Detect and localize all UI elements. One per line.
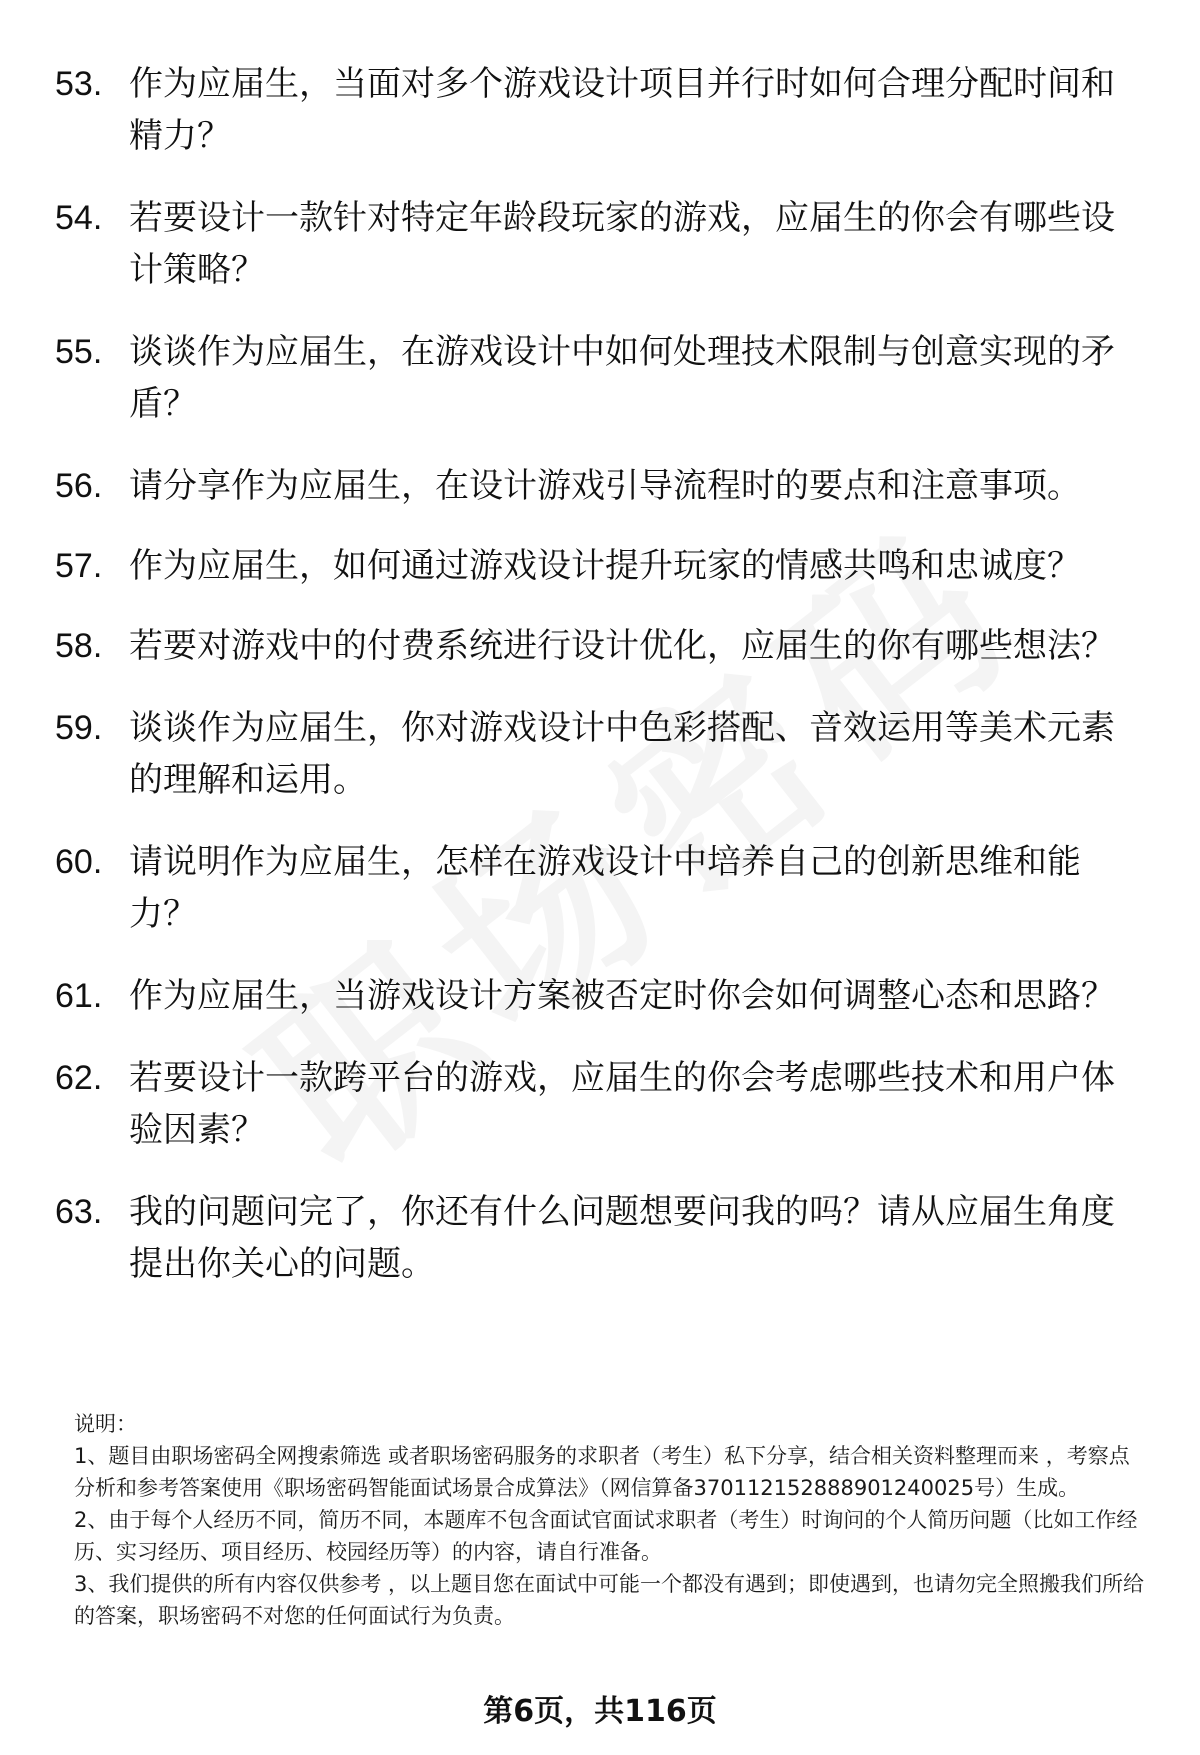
question-number: 56. — [55, 467, 103, 505]
question-text: 若要设计一款跨平台的游戏，应届生的你会考虑哪些技术和用户体验因素？ — [129, 1058, 1115, 1150]
question-text: 请说明作为应届生，怎样在游戏设计中培养自己的创新思维和能力？ — [129, 842, 1081, 934]
list-item — [55, 702, 1145, 806]
question-number: 54. — [55, 199, 103, 237]
list-item — [55, 1052, 1145, 1156]
question-text: 我的问题问完了，你还有什么问题想要问我的吗？请从应届生角度提出你关心的问题。 — [129, 1192, 1115, 1284]
question-list — [55, 58, 1145, 1320]
list-item — [55, 540, 1145, 592]
note-item: 2、由于每个人经历不同，简历不同，本题库不包含面试官面试求职者（考生）时询问的个人简历问题（比如工作经历、实习经历、项目经历、校园经历等）的内容，请自行准备。 — [74, 1508, 1138, 1564]
question-text: 谈谈作为应届生，在游戏设计中如何处理技术限制与创意实现的矛盾？ — [129, 332, 1115, 424]
question-number: 58. — [55, 627, 103, 665]
question-text: 谈谈作为应届生，你对游戏设计中色彩搭配、音效运用等美术元素的理解和运用。 — [129, 708, 1115, 800]
list-item — [55, 1186, 1145, 1290]
question-text: 请分享作为应届生，在设计游戏引导流程时的要点和注意事项。 — [129, 466, 1081, 506]
question-number: 55. — [55, 333, 103, 371]
list-item — [55, 58, 1145, 162]
list-item — [55, 970, 1145, 1022]
question-text: 若要设计一款针对特定年龄段玩家的游戏，应届生的你会有哪些设计策略？ — [129, 198, 1115, 290]
question-text: 作为应届生，当面对多个游戏设计项目并行时如何合理分配时间和精力？ — [129, 64, 1115, 156]
note-item: 1、题目由职场密码全网搜索筛选 或者职场密码服务的求职者（考生）私下分享，结合相关资料整理而来 ，考察点分析和参考答案使用《职场密码智能面试场景合成算法》（网信算备370112152888901240025号）生成。 — [74, 1444, 1130, 1500]
question-number: 57. — [55, 547, 103, 585]
question-text: 若要对游戏中的付费系统进行设计优化，应届生的你有哪些想法？ — [129, 626, 1115, 666]
question-text: 作为应届生，当游戏设计方案被否定时你会如何调整心态和思路？ — [129, 976, 1115, 1016]
notes-heading: 说明： — [74, 1412, 137, 1436]
question-number: 61. — [55, 977, 103, 1015]
list-item — [55, 192, 1145, 296]
question-text: 作为应届生，如何通过游戏设计提升玩家的情感共鸣和忠诚度？ — [129, 546, 1081, 586]
list-item — [55, 460, 1145, 512]
question-number: 60. — [55, 843, 103, 881]
list-item — [55, 836, 1145, 940]
notes-section — [74, 1408, 1146, 1632]
question-number: 59. — [55, 709, 103, 747]
page-number: 第6页，共116页 — [483, 1694, 717, 1729]
question-number: 63. — [55, 1193, 103, 1231]
list-item — [55, 326, 1145, 430]
question-number: 53. — [55, 65, 103, 103]
note-item: 3、我们提供的所有内容仅供参考 ，以上题目您在面试中可能一个都没有遇到；即使遇到，也请勿完全照搬我们所给的答案，职场密码不对您的任何面试行为负责。 — [74, 1572, 1145, 1628]
question-number: 62. — [55, 1059, 103, 1097]
list-item — [55, 620, 1145, 672]
